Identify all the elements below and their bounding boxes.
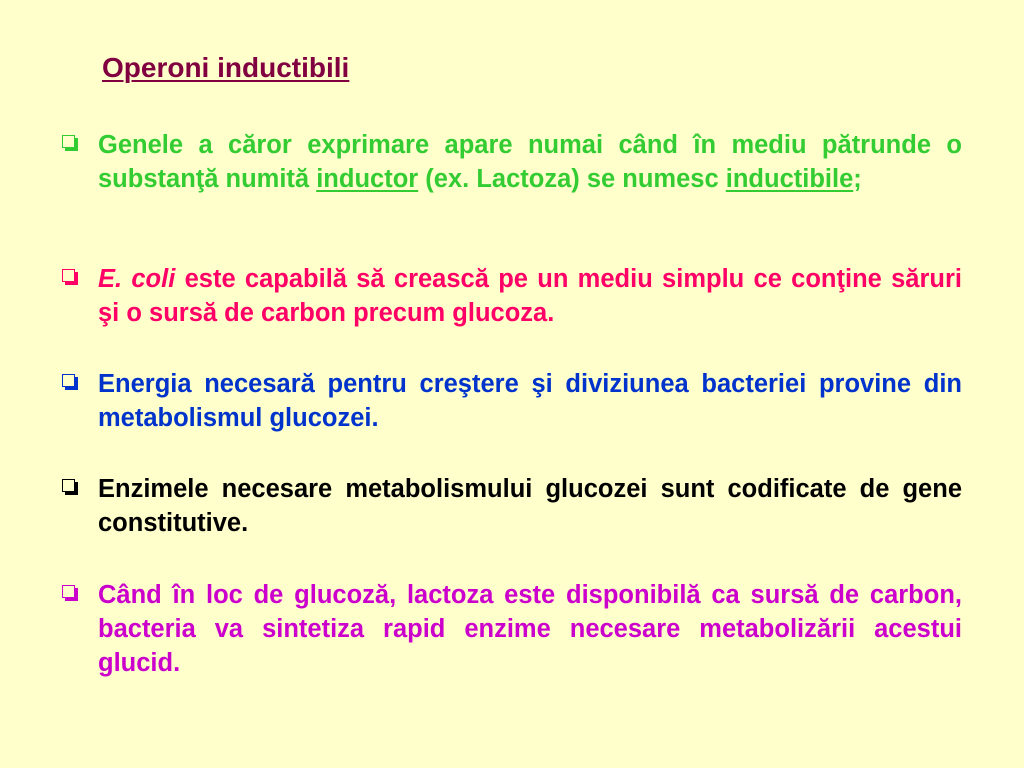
bullet-text (98, 262, 962, 330)
bullet-text: Enzimele necesare metabolismului glucozei sunt codificate de gene constitutive. (98, 475, 962, 537)
checkbox-bullet-icon (62, 585, 78, 601)
bullet-text-part: (ex. Lactoza) se numesc (418, 165, 726, 193)
species-name: E. coli (98, 265, 176, 293)
slide-title: Operoni inductibili (102, 52, 350, 83)
bullet-text-part: ; (853, 165, 862, 193)
bullet-item-5 (62, 578, 962, 680)
bullet-item-4 (62, 472, 962, 540)
bullet-item-3 (62, 367, 962, 435)
checkbox-bullet-icon (62, 269, 78, 285)
checkbox-bullet-icon (62, 135, 78, 151)
bullet-text: Energia necesară pentru creştere şi diviziunea bacteriei provine din metabolismul glucozei. (98, 370, 962, 432)
checkbox-bullet-icon (62, 374, 78, 390)
term-inductor: inductor (316, 165, 419, 193)
bullet-text-part: este capabilă să crească pe un mediu simplu ce conţine săruri şi o sursă de carbon precum glucoza. (98, 265, 962, 327)
checkbox-bullet-icon (62, 479, 78, 495)
bullet-item-2 (62, 262, 962, 330)
bullet-text (98, 128, 962, 196)
bullet-text: Când în loc de glucoză, lactoza este disponibilă ca sursă de carbon, bacteria va sintetiza rapid enzime necesare metabolizării acestui glucid. (98, 581, 962, 677)
bullet-item-1 (62, 128, 962, 196)
bullet-text-part: Genele a căror exprimare apare numai când în mediu pătrunde o substanţă numită (98, 131, 962, 193)
term-inductibile: inductibile (725, 165, 854, 193)
